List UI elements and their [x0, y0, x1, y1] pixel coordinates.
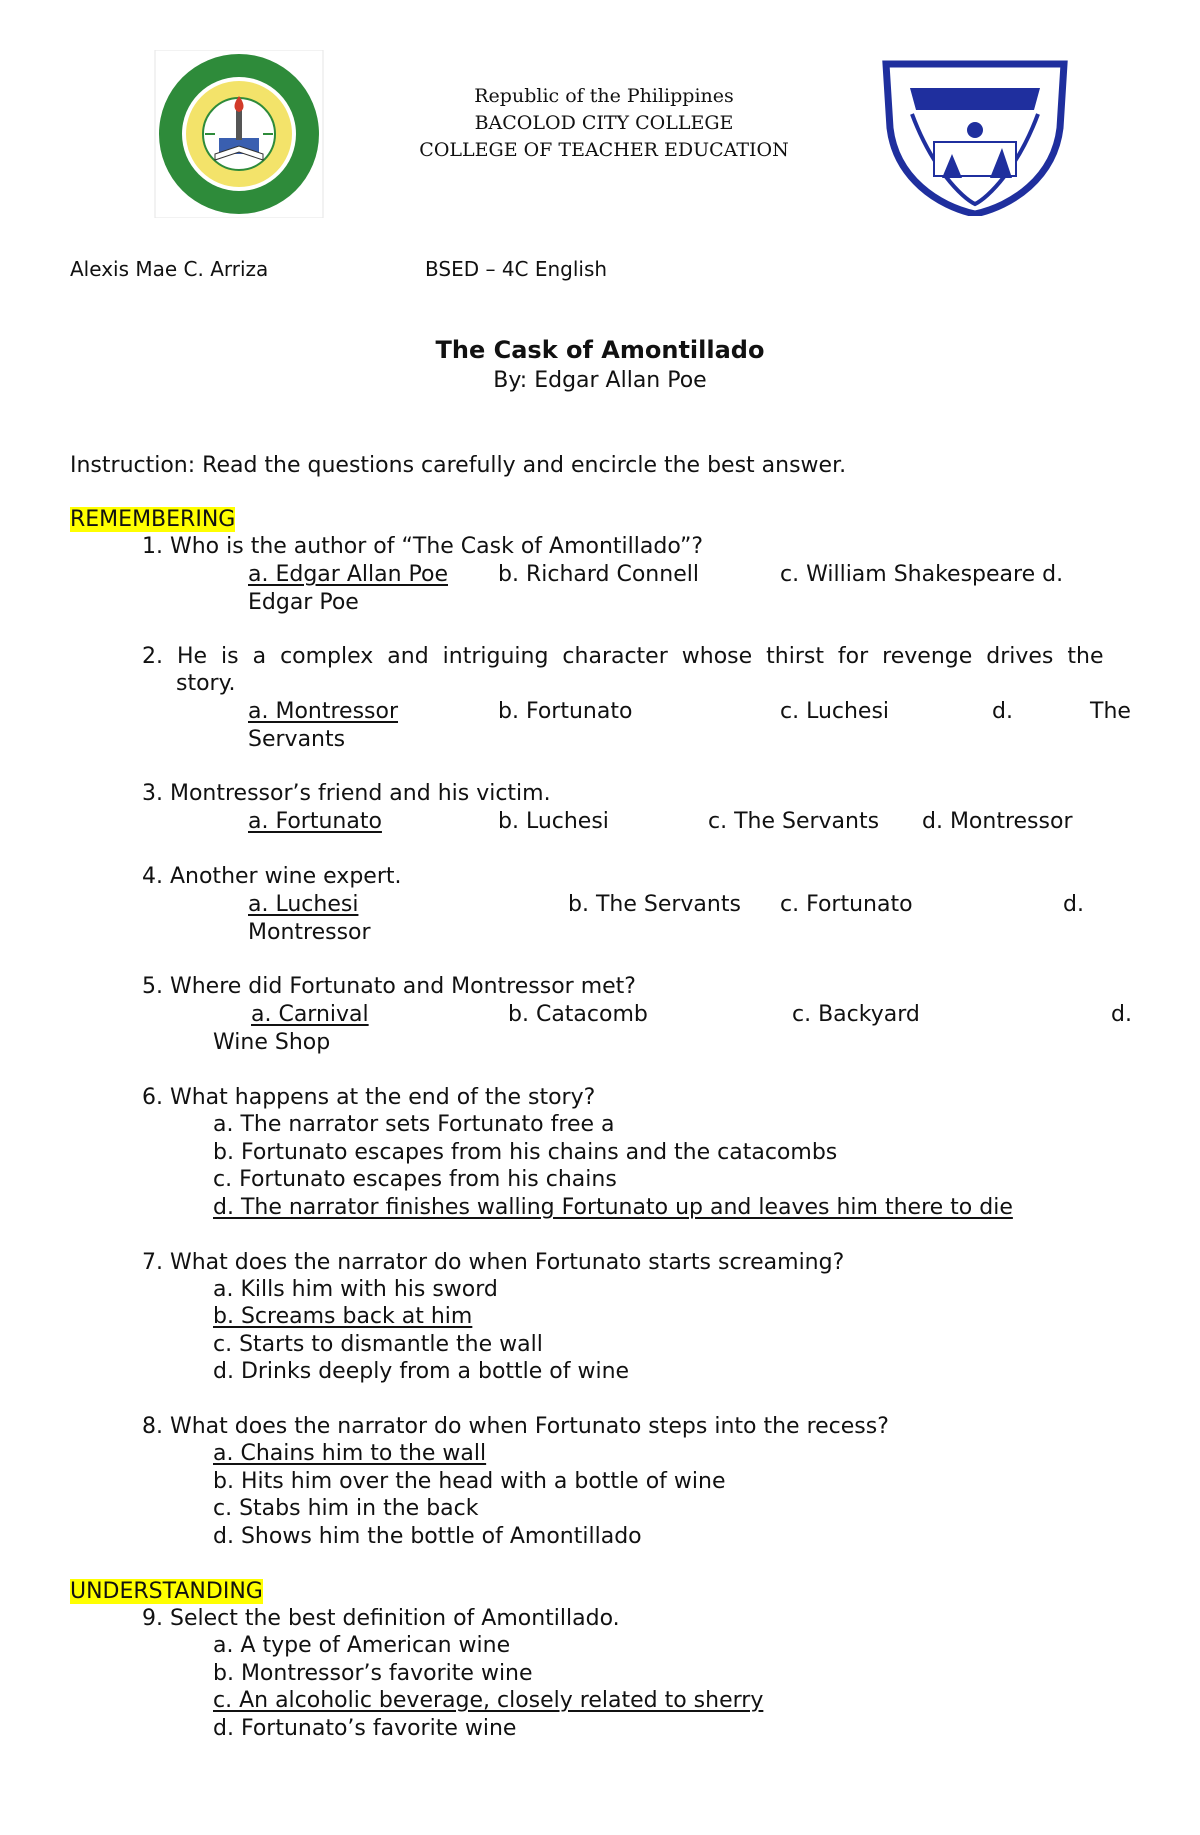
q7-option-d[interactable]: d. Drinks deeply from a bottle of wine — [213, 1359, 630, 1384]
q7-option-b[interactable]: b. Screams back at him — [213, 1304, 473, 1329]
q4-option-c[interactable]: c. Fortunato — [780, 892, 913, 917]
q5-option-d[interactable]: d. — [1111, 1002, 1132, 1027]
q6-option-d[interactable]: d. The narrator finishes walling Fortunato up and leaves him there to die — [213, 1195, 1013, 1220]
q4-option-a[interactable]: a. Luchesi — [248, 892, 359, 917]
document-byline: By: Edgar Allan Poe — [493, 368, 707, 393]
q3-option-a[interactable]: a. Fortunato — [248, 809, 382, 834]
question-7: 7. What does the narrator do when Fortunato starts screaming? — [142, 1250, 845, 1275]
q9-option-c[interactable]: c. An alcoholic beverage, closely related to sherry — [213, 1688, 764, 1713]
section-heading-remembering: REMEMBERING — [70, 507, 236, 532]
q3-option-c[interactable]: c. The Servants — [708, 809, 880, 834]
q3-option-b[interactable]: b. Luchesi — [498, 809, 609, 834]
q5-option-d-continued[interactable]: Wine Shop — [213, 1030, 331, 1055]
q8-option-a[interactable]: a. Chains him to the wall — [213, 1441, 487, 1466]
q4-option-d[interactable]: d. — [1063, 892, 1084, 917]
bacolod-city-college-logo — [153, 50, 325, 218]
student-course: BSED – 4C English — [425, 257, 608, 281]
q3-option-d[interactable]: d. Montressor — [922, 809, 1073, 834]
question-6: 6. What happens at the end of the story? — [142, 1085, 596, 1110]
q5-option-a[interactable]: a. Carnival — [251, 1002, 369, 1027]
question-4: 4. Another wine expert. — [142, 864, 402, 889]
header-line-republic: Republic of the Philippines — [474, 85, 734, 107]
question-5: 5. Where did Fortunato and Montressor met? — [142, 974, 636, 999]
question-8: 8. What does the narrator do when Fortunato steps into the recess? — [142, 1414, 889, 1439]
q4-option-d-continued[interactable]: Montressor — [248, 920, 371, 945]
q5-option-c[interactable]: c. Backyard — [792, 1002, 920, 1027]
question-1: 1. Who is the author of “The Cask of Amontillado”? — [142, 534, 704, 559]
q5-option-b[interactable]: b. Catacomb — [508, 1002, 648, 1027]
header-line-department: COLLEGE OF TEACHER EDUCATION — [419, 139, 789, 161]
q1-option-c[interactable]: c. William Shakespeare d. — [780, 562, 1064, 587]
section-heading-understanding: UNDERSTANDING — [70, 1579, 263, 1604]
q2-option-c[interactable]: c. Luchesi — [780, 699, 890, 724]
q9-option-a[interactable]: a. A type of American wine — [213, 1633, 511, 1658]
q1-option-d[interactable]: Edgar Poe — [248, 590, 359, 615]
q8-option-d[interactable]: d. Shows him the bottle of Amontillado — [213, 1524, 642, 1549]
q9-option-b[interactable]: b. Montressor’s favorite wine — [213, 1661, 533, 1686]
q2-option-b[interactable]: b. Fortunato — [498, 699, 633, 724]
q4-option-b[interactable]: b. The Servants — [568, 892, 741, 917]
q1-option-b[interactable]: b. Richard Connell — [498, 562, 699, 587]
q8-option-c[interactable]: c. Stabs him in the back — [213, 1496, 479, 1521]
q2-option-d[interactable]: d. — [992, 699, 1013, 724]
q1-option-a[interactable]: a. Edgar Allan Poe — [248, 562, 448, 587]
q8-option-b[interactable]: b. Hits him over the head with a bottle of wine — [213, 1469, 726, 1494]
instruction-text: Instruction: Read the questions carefully and encircle the best answer. — [70, 453, 847, 478]
q2-option-d-word[interactable]: The — [1090, 699, 1131, 724]
q9-option-d[interactable]: d. Fortunato’s favorite wine — [213, 1716, 517, 1741]
document-title: The Cask of Amontillado — [435, 336, 765, 364]
question-2: 2. He is a complex and intriguing character whose thirst for revenge drives the — [142, 644, 1104, 669]
q6-option-b[interactable]: b. Fortunato escapes from his chains and the catacombs — [213, 1140, 838, 1165]
q7-option-c[interactable]: c. Starts to dismantle the wall — [213, 1332, 543, 1357]
header-line-college: BACOLOD CITY COLLEGE — [474, 112, 734, 134]
q2-option-d-continued[interactable]: Servants — [248, 727, 346, 752]
q7-option-a[interactable]: a. Kills him with his sword — [213, 1277, 498, 1302]
student-name: Alexis Mae C. Arriza — [70, 257, 269, 281]
question-2-continued: story. — [176, 671, 236, 696]
teacher-education-logo — [882, 58, 1068, 216]
question-3: 3. Montressor’s friend and his victim. — [142, 781, 551, 806]
q2-option-a[interactable]: a. Montressor — [248, 699, 399, 724]
q6-option-c[interactable]: c. Fortunato escapes from his chains — [213, 1167, 617, 1192]
q6-option-a[interactable]: a. The narrator sets Fortunato free a — [213, 1112, 615, 1137]
question-9: 9. Select the best definition of Amontillado. — [142, 1606, 620, 1631]
